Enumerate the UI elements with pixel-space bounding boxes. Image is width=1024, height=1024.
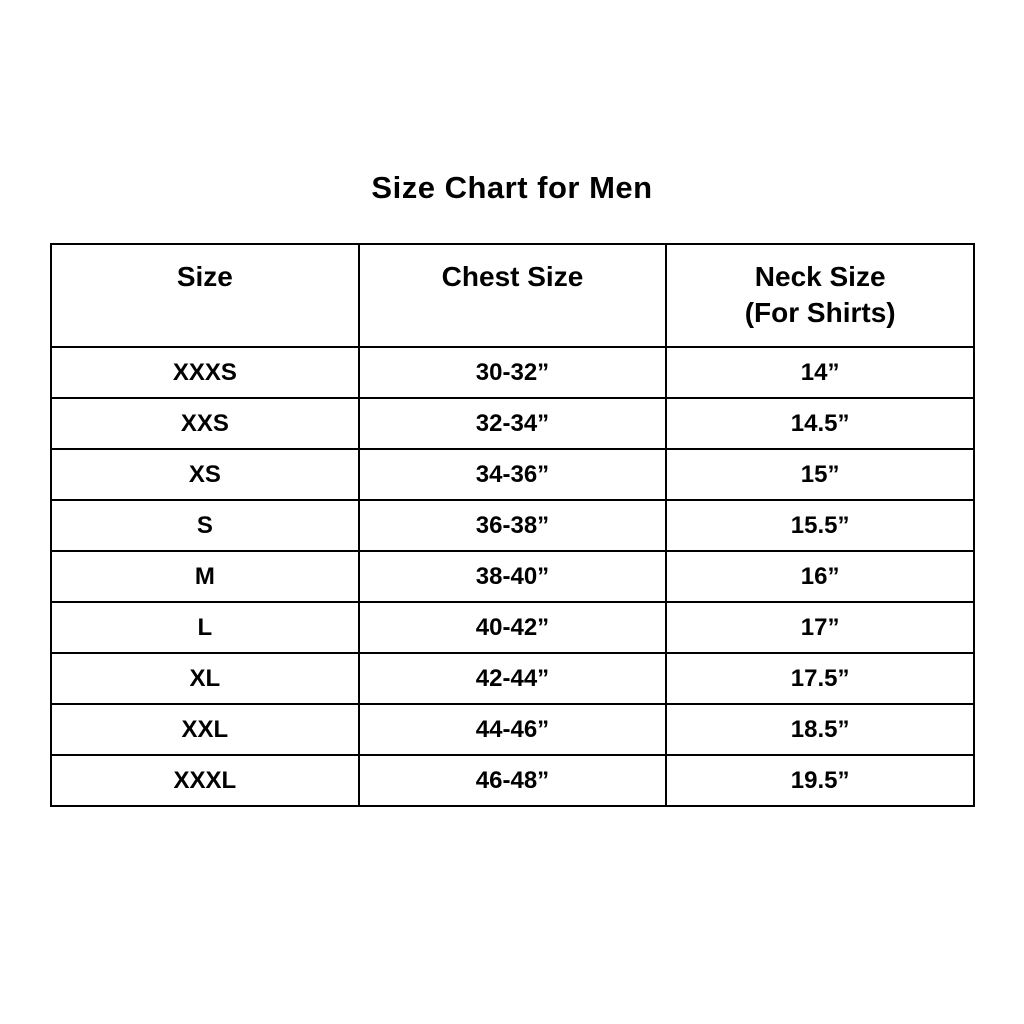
page-title: Size Chart for Men bbox=[371, 170, 653, 205]
chest-cell: 32-34” bbox=[359, 398, 667, 449]
chest-cell: 42-44” bbox=[359, 653, 667, 704]
table-row bbox=[51, 602, 974, 653]
neck-cell: 15” bbox=[666, 449, 974, 500]
neck-cell: 15.5” bbox=[666, 500, 974, 551]
table-header bbox=[51, 244, 974, 347]
header-neck-line2: (For Shirts) bbox=[744, 297, 896, 328]
size-cell: XXXS bbox=[51, 347, 359, 398]
neck-cell: 14.5” bbox=[666, 398, 974, 449]
chest-cell: 40-42” bbox=[359, 602, 667, 653]
size-cell: XXL bbox=[51, 704, 359, 755]
size-cell: XXS bbox=[51, 398, 359, 449]
size-cell: XXXL bbox=[51, 755, 359, 806]
chest-cell: 30-32” bbox=[359, 347, 667, 398]
size-cell: S bbox=[51, 500, 359, 551]
table-row bbox=[51, 449, 974, 500]
neck-cell: 18.5” bbox=[666, 704, 974, 755]
table-row bbox=[51, 347, 974, 398]
neck-cell: 17” bbox=[666, 602, 974, 653]
table-row bbox=[51, 500, 974, 551]
size-cell: XL bbox=[51, 653, 359, 704]
size-cell: XS bbox=[51, 449, 359, 500]
neck-cell: 16” bbox=[666, 551, 974, 602]
table-row bbox=[51, 704, 974, 755]
header-neck-line1: Neck Size bbox=[754, 261, 886, 292]
chest-cell: 34-36” bbox=[359, 449, 667, 500]
neck-cell: 14” bbox=[666, 347, 974, 398]
header-size-label: Size bbox=[176, 261, 233, 292]
chest-cell: 36-38” bbox=[359, 500, 667, 551]
header-row bbox=[51, 244, 974, 347]
neck-cell: 17.5” bbox=[666, 653, 974, 704]
table-row bbox=[51, 755, 974, 806]
size-chart-table bbox=[50, 243, 975, 807]
size-cell: M bbox=[51, 551, 359, 602]
header-size bbox=[51, 244, 359, 347]
size-cell: L bbox=[51, 602, 359, 653]
table-row bbox=[51, 653, 974, 704]
table-body bbox=[51, 347, 974, 806]
chest-cell: 44-46” bbox=[359, 704, 667, 755]
header-chest-size bbox=[359, 244, 667, 347]
table-row bbox=[51, 551, 974, 602]
neck-cell: 19.5” bbox=[666, 755, 974, 806]
chest-cell: 46-48” bbox=[359, 755, 667, 806]
table-row bbox=[51, 398, 974, 449]
header-chest-label: Chest Size bbox=[441, 261, 584, 292]
chest-cell: 38-40” bbox=[359, 551, 667, 602]
header-neck-size bbox=[666, 244, 974, 347]
